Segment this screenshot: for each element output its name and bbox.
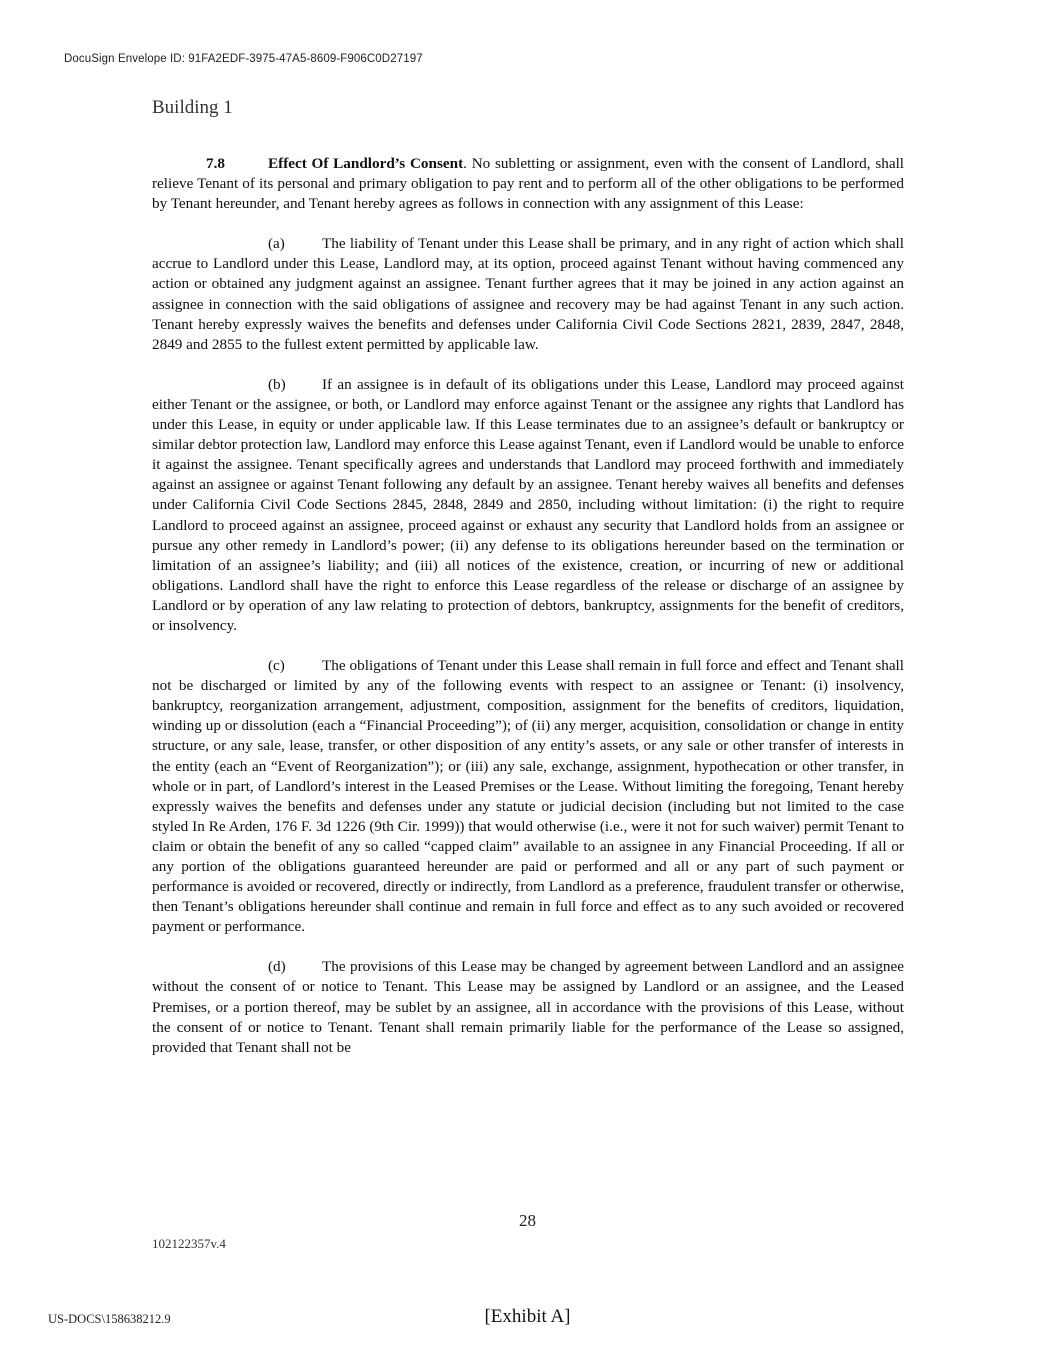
subsection-label: (d) bbox=[268, 958, 286, 976]
subsection-b bbox=[152, 375, 904, 636]
subsection-c bbox=[152, 656, 904, 937]
subsection-text: If an assignee is in default of its obligations under this Lease, Landlord may proceed against either Tenant or the assignee, or both, or Landlord may enforce against Tenant or the assignee any rights that Landlord has under this Lease, in equity or under applicable law. If this Lease terminates due to an assignee’s default or bankruptcy or similar debtor protection law, Landlord may enforce this Lease against Tenant, even if Landlord would be unable to enforce it against the assignee. Tenant specifically agrees and understands that Landlord may proceed forthwith and immediately against an assignee or against Tenant following any default by an assignee. Tenant hereby waives all benefits and defenses under California Civil Code Sections 2845, 2848, 2849 and 2850, including without limitation: (i) the right to require Landlord to proceed against an assignee, proceed against or exhaust any security that Landlord holds from an assignee or pursue any other remedy in Landlord’s power; (ii) any defense to its obligations hereunder based on the termination or limitation of an assignee’s liability; and (iii) all notices of the existence, creation, or incurring of new or additional obligations. Landlord shall have the right to enforce this Lease regardless of the release or discharge of an assignee by Landlord or by operation of any law relating to protection of debtors, bankruptcy, assignments for the benefit of creditors, or insolvency. bbox=[152, 375, 904, 634]
subsection-label: (b) bbox=[268, 375, 286, 393]
building-heading: Building 1 bbox=[152, 97, 233, 118]
subsection-a bbox=[152, 234, 904, 355]
subsection-text: The obligations of Tenant under this Lease shall remain in full force and effect and Tenant shall not be discharged or limited by any of the following events with respect to an assignee or Tenant: (i) insolvency, bankruptcy, reorganization arrangement, adjustment, composition, assignment for the benefits of creditors, liquidation, winding up or dissolution (each a “Financial Proceeding”); of (ii) any merger, acquisition, consolidation or change in entity structure, or any sale, lease, transfer, or other disposition of any entity’s assets, or any sale or other transfer of interests in the entity (each an “Event of Reorganization”); or (iii) any sale, exchange, assignment, hypothecation or other transfer, in whole or in part, of Landlord’s interest in the Leased Premises or the Lease. Without limiting the foregoing, Tenant hereby expressly waives the benefits and defenses under any statute or judicial decision (including but not limited to the case styled In Re Arden, 176 F. 3d 1226 (9th Cir. 1999)) that would otherwise (i.e., were it not for such waiver) permit Tenant to claim or obtain the benefit of any so called “capped claim” available to an assignee in any Financial Proceeding. If all or any portion of the obligations guaranteed hereunder are paid or performed and all or any part of such payment or performance is avoided or recovered, directly or indirectly, from Landlord as a preference, fraudulent transfer or otherwise, then Tenant’s obligations hereunder shall continue and remain in full force and effect as to any such avoided or recovered payment or performance. bbox=[152, 657, 904, 936]
page-number: 28 bbox=[519, 1211, 536, 1230]
section-title: Effect Of Landlord’s Consent bbox=[268, 155, 464, 172]
subsection-text: The liability of Tenant under this Lease shall be primary, and in any right of action which shall accrue to Landlord under this Lease, Landlord may, at its option, proceed against Tenant without having commenced any action or obtained any judgment against an assignee. Tenant further agrees that it may be joined in any action against an assignee in connection with the said obligations of assignee and recovery may be had against Tenant in any such action. Tenant hereby expressly waives the benefits and defenses under California Civil Code Sections 2821, 2839, 2847, 2848, 2849 and 2855 to the fullest extent permitted by applicable law. bbox=[152, 235, 904, 353]
footer-document-id: US-DOCS\158638212.9 bbox=[48, 1312, 171, 1326]
document-body bbox=[152, 154, 904, 1078]
exhibit-label: [Exhibit A] bbox=[484, 1306, 571, 1327]
section-number: 7.8 bbox=[206, 155, 225, 172]
subsection-d bbox=[152, 957, 904, 1057]
document-reference: 102122357v.4 bbox=[152, 1236, 226, 1251]
subsection-label: (a) bbox=[268, 235, 285, 253]
section-7-8-paragraph bbox=[152, 154, 904, 214]
subsection-text: The provisions of this Lease may be changed by agreement between Landlord and an assignee without the consent of or notice to Tenant. This Lease may be assigned by Landlord or an assignee, and the Leased Premises, or a portion thereof, may be sublet by an assignee, all in accordance with the provisions of this Lease, without the consent of or notice to Tenant. Tenant shall remain primarily liable for the performance of the Lease so assigned, provided that Tenant shall not be bbox=[152, 958, 904, 1056]
docusign-envelope-id: DocuSign Envelope ID: 91FA2EDF-3975-47A5-8609-F906C0D27197 bbox=[64, 53, 423, 65]
subsection-label: (c) bbox=[268, 657, 285, 675]
section-intro: . No subletting or assignment, even with the consent of Landlord, shall relieve Tenant of its personal and primary obligation to pay rent and to perform all of the other obligations to be performed by Tenant hereunder, and Tenant hereby agrees as follows in connection with any assignment of this Lease: bbox=[152, 155, 905, 213]
